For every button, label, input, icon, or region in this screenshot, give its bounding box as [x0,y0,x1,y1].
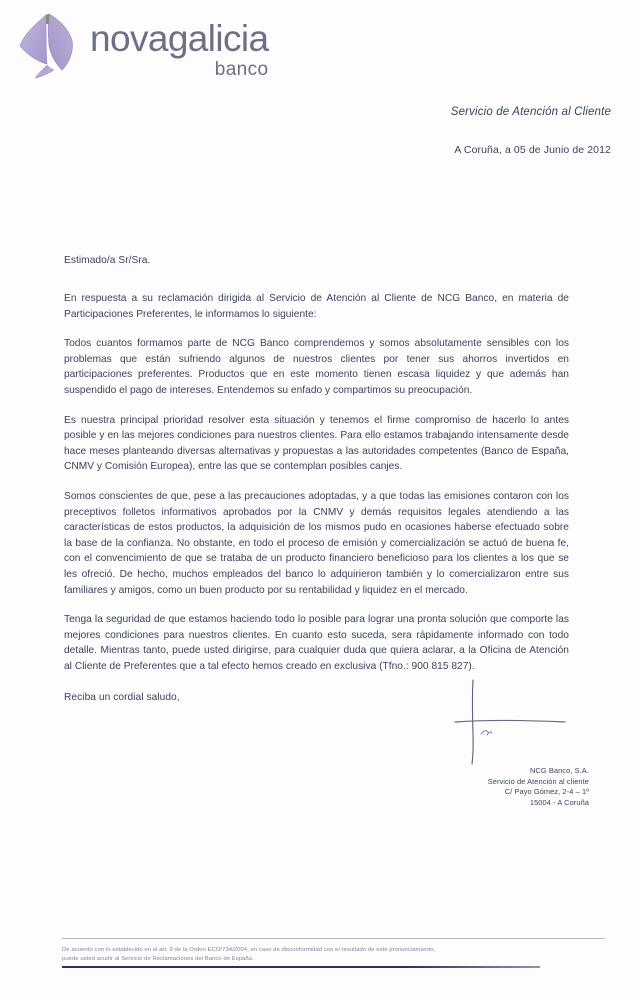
signature-city: 15004 - A Coruña [529,797,589,807]
paragraph: Somos conscientes de que, pese a las precauciones adoptadas, y a que todas las emisiones contaron con los preceptivos folletos informativos aprobados por la CNMV y demás requisitos legales atendiendo a las características de estos productos, la adquisición de los mismos pudo en ocasiones haberse efectuado sobre la base de la confianza. No obstante, en todo el proceso de emisión y comercialización se actuó de buena fe, con el convencimiento de que se trataba de un producto financiero beneficioso para los clientes a los que se les ofreció. De hecho, muchos empleados del banco lo adquirieron también y lo comercializaron entre sus familiares y amigos, como un buen producto por su rentabilidad y liquidez en el mercado. [64,490,569,596]
footer-divider [62,938,605,939]
signature-company: NCG Banco, S.A. [529,766,589,775]
footer [62,938,605,968]
letterhead [18,10,269,80]
brand-name: novagalicia [90,18,269,59]
signature-block [381,678,611,808]
brand-subname: banco [214,59,269,80]
salutation: Estimado/a Sr/Sra. [64,255,151,266]
sail-mark-icon [18,12,80,80]
paragraph: Todos cuantos formamos parte de NCG Banco comprendemos y somos absolutamente sensibles con los problemas que están sufriendo algunos de nuestros clientes por tener sus ahorros invertidos en participaciones preferentes. Productos que en este momento tienen escasa liquidez y que además han suspendido el pago de intereses. Entendemos su enfado y compartimos su preocupación. [64,338,569,396]
closing-line: Reciba un cordial saludo, [64,692,180,704]
footer-legal-line-1: De acuerdo con lo establecido en el art. 9 de la Orden ECO/734/2004, en caso de disconformidad con el resultado de este pronunciamiento, [62,947,436,953]
signature-department: Servicio de Atención al cliente [487,776,589,786]
paragraph: Es nuestra principal prioridad resolver esta situación y tenemos el firme compromiso de hacerlo lo antes posible y en las mejores condiciones para nuestros clientes. Para ello estamos trabajando intensamente desde hace meses planteando diversas alternativas y propuestas a las autoridades competentes (Banco de España, CNMV y Comisión Europea), entre las que se contemplan posibles canjes. [64,414,569,473]
signature-street: C/ Payo Gómez, 2-4 – 1º [504,787,589,796]
place-date-line: A Coruña, a 05 de Junio de 2012 [454,144,611,156]
signature-address [381,766,611,808]
paragraph: En respuesta a su reclamación dirigida al Servicio de Atención al Cliente de NCG Banco, en materia de Participaciones Preferentes, le informamos lo siguiente: [64,293,569,320]
letter-body [64,255,569,703]
brand-wordmark [90,10,269,79]
department-heading: Servicio de Atención al Cliente [450,106,611,118]
footer-legal-line-2: puede usted acudir al Servicio de Reclamaciones del Banco de España. [62,956,254,962]
handwritten-signature-icon [381,678,611,766]
paragraph: Tenga la seguridad de que estamos haciendo todo lo posible para lograr una pronta solución que comporte las mejores condiciones para nuestros clientes. En cuanto esto suceda, sera rápidamente informado con todo detalle. Mientras tanto, puede usted dirigirse, para cualquier duda que quiera aclarar, a la Oficina de Atención al Cliente de Preferentes que a tal efecto hemos creado en exclusiva (Tfno.: 900 815 827). [64,614,569,672]
footer-underline [62,966,540,968]
